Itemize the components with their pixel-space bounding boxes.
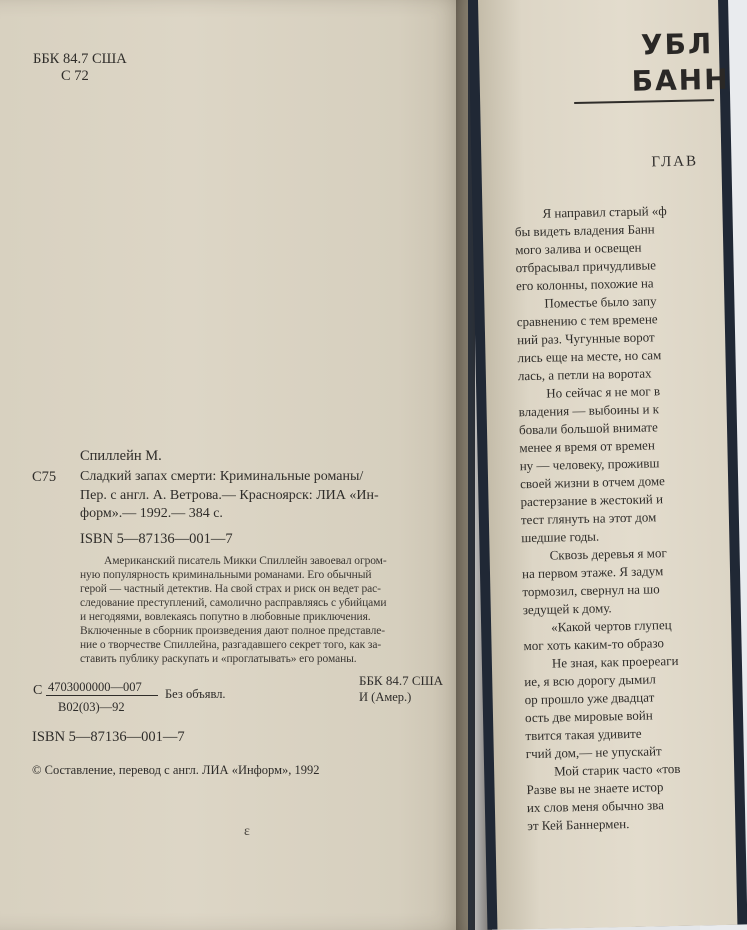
text-line: ор прошло уже двадцат: [524, 689, 655, 708]
text-line: на первом этаже. Я задум: [521, 563, 664, 582]
text-line: эт Кей Баннермен.: [527, 816, 630, 834]
text-line: Разве вы не знаете истор: [526, 779, 664, 798]
annotation-line: и негодяями, вовлекаясь попутно в любовные приключения.: [80, 611, 371, 623]
text-line: владения — выбоины и к: [518, 401, 660, 420]
text-line: их слов меня обычно зва: [526, 797, 665, 816]
text-line: сравнению с тем времене: [516, 311, 658, 330]
annotation-line: ставить публику раскупать и «проглатывать» его романы.: [80, 653, 357, 665]
text-line: растерзание в жестокий и: [520, 491, 664, 510]
text-line: ость две мировые войн: [524, 707, 653, 726]
text-line: Сквозь деревья я мог: [549, 545, 667, 563]
bibliography-line: форм».— 1992.— 384 с.: [80, 506, 223, 521]
text-line: Не зная, как проереаги: [551, 652, 679, 671]
text-line: мого залива и освещен: [515, 239, 642, 258]
annotation-line: Включенные в сборник произведения дают полное представле-: [80, 625, 385, 637]
right-page: [478, 0, 737, 930]
text-line: его колонны, похожие на: [515, 275, 654, 294]
page-mark: ɛ: [244, 824, 250, 839]
text-line: Но сейчас я не мог в: [546, 383, 661, 401]
text-line: зедущей к дому.: [522, 600, 612, 618]
copyright-line: © Составление, перевод с англ. ЛИА «Информ», 1992: [32, 763, 320, 777]
bbk-bottom-sub: И (Амер.): [359, 690, 412, 704]
text-line: шедшие годы.: [521, 528, 600, 546]
title-rule: [574, 99, 714, 104]
text-line: отбрасывал причудливые: [515, 257, 657, 276]
right-title-line-1: УБЛ: [640, 27, 714, 62]
text-line: лись еще на месте, но сам: [517, 347, 662, 366]
text-line: тормозил, свернул на шо: [522, 581, 660, 600]
text-line: тест глянуть на этот дом: [520, 509, 657, 528]
text-line: мог хоть каким-то образо: [523, 635, 665, 654]
text-line: менее я время от времен: [519, 437, 655, 456]
chapter-heading: ГЛАВ: [651, 153, 699, 171]
right-title-line-2: БАНН: [631, 62, 730, 98]
isbn-bottom: ISBN 5—87136—001—7: [32, 729, 185, 745]
text-line: твится такая удивите: [525, 725, 642, 744]
index-letter: С: [33, 683, 43, 698]
bibliography-line: Пер. с англ. А. Ветрова.— Красноярск: ЛИА «Ин-: [80, 488, 379, 503]
index-fraction-rule: [46, 695, 158, 696]
text-line: бы видеть владения Банн: [514, 221, 655, 240]
no-announcement: Без объявл.: [165, 687, 226, 701]
annotation-line: следование преступлений, самолично расправляясь с убийцами: [80, 597, 387, 609]
annotation-line: герой — частный детектив. На свой страх и риск он ведет рас-: [80, 583, 381, 595]
bbk-bottom: ББК 84.7 США: [359, 673, 444, 688]
bbk-code: ББК 84.7 США: [33, 51, 127, 67]
author-name: Спиллейн М.: [80, 448, 162, 464]
catalog-code: С75: [32, 469, 57, 485]
text-line: своей жизни в отчем доме: [519, 473, 666, 492]
index-sub: В02(03)—92: [58, 700, 125, 714]
text-line: гчий дом,— не упускайт: [525, 743, 662, 762]
annotation-line: Американский писатель Микки Спиллейн завоевал огром-: [104, 555, 387, 567]
index-code: 4703000000—007: [48, 680, 142, 694]
text-line: лась, а петли на воротах: [517, 365, 652, 384]
text-line: «Какой чертов глупец: [550, 617, 672, 635]
text-line: Поместье было запу: [544, 293, 657, 311]
text-line: Мой старик часто «тов: [554, 760, 681, 779]
text-line: ну — человеку, проживш: [519, 455, 660, 474]
annotation-line: ние о творчестве Спиллейна, разгадавшего секрет того, как за-: [80, 639, 382, 651]
text-line: ний раз. Чугунные ворот: [516, 329, 655, 348]
bibliography-line: Сладкий запах смерти: Криминальные романы/: [80, 469, 364, 484]
text-line: бовали большой внимате: [518, 419, 658, 438]
isbn-top: ISBN 5—87136—001—7: [80, 531, 233, 547]
text-line: ие, я всю дорогу дымил: [524, 671, 656, 690]
author-sign: С 72: [61, 68, 89, 84]
annotation-line: ную популярность криминальными романами. Его обычный: [80, 569, 372, 581]
text-line: Я направил старый «ф: [542, 203, 667, 221]
